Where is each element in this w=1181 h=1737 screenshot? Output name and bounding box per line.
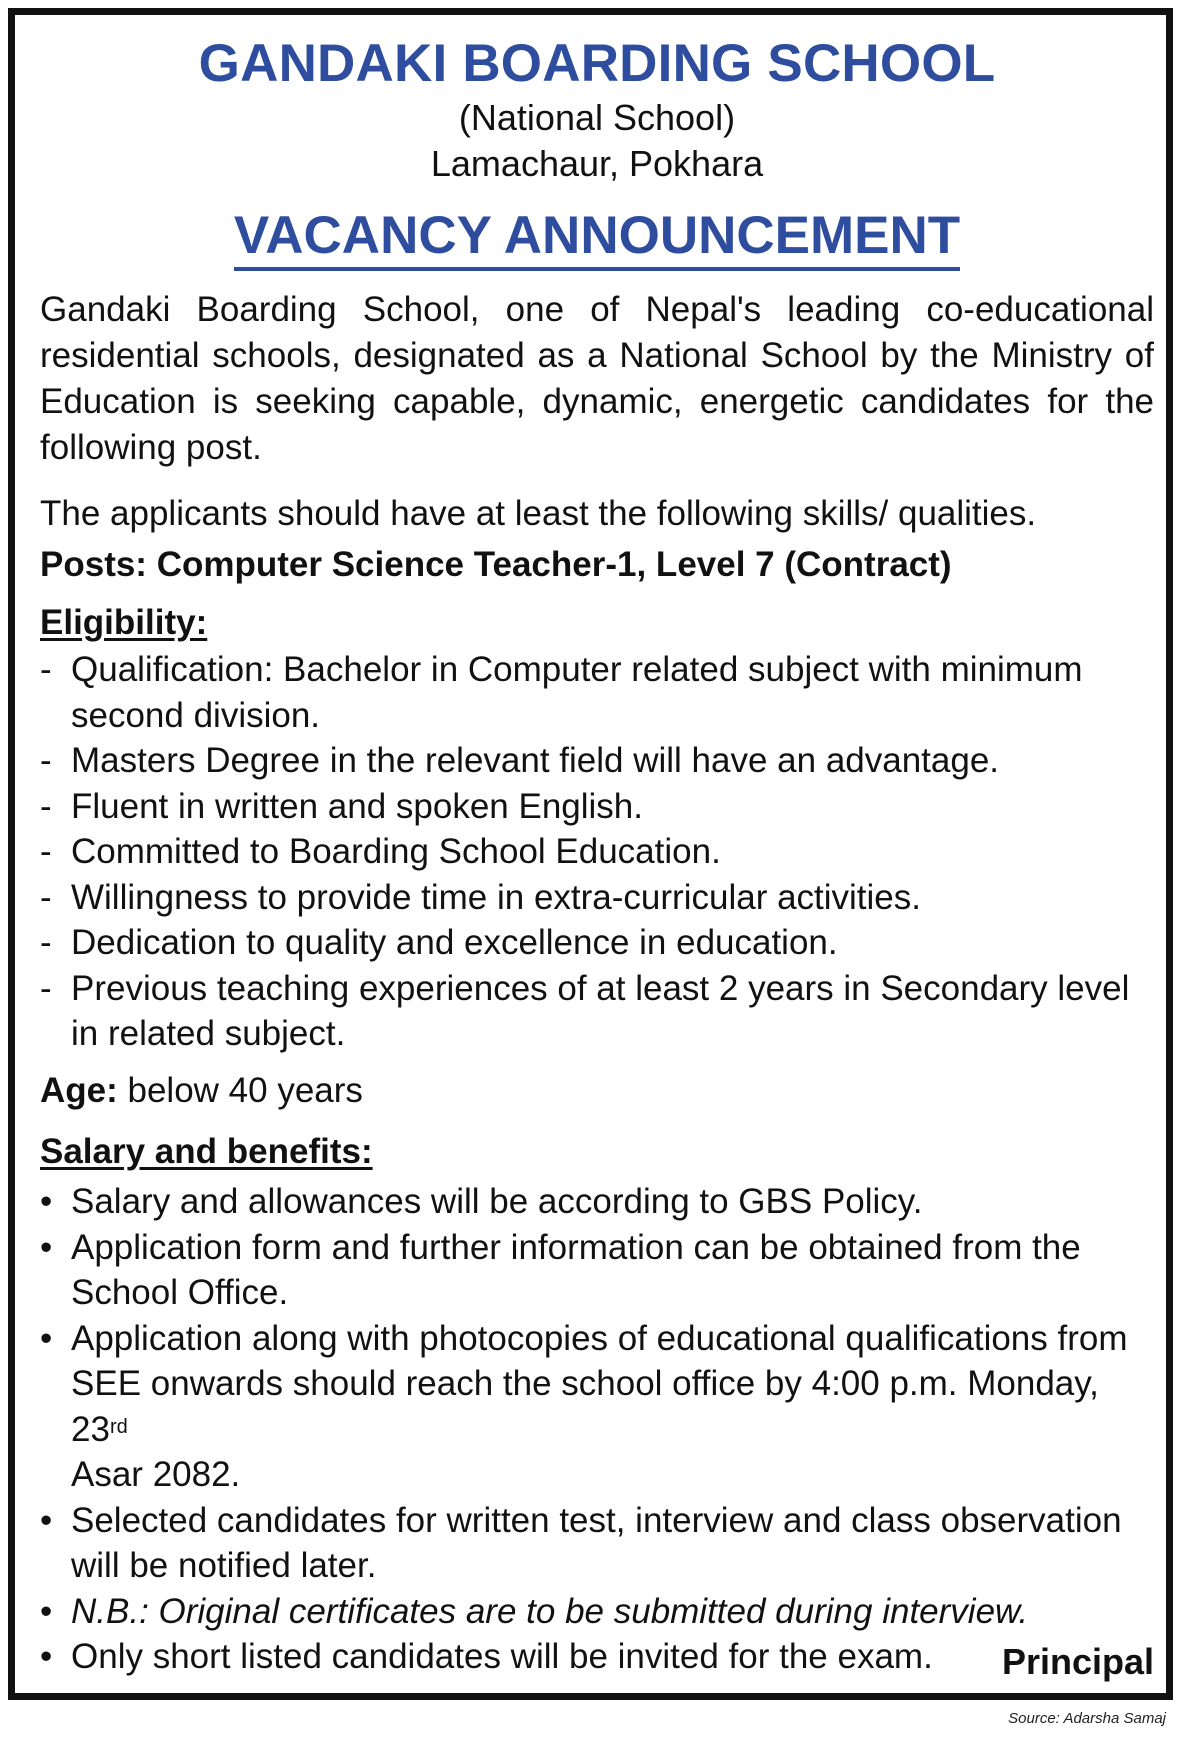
list-item [40, 784, 1154, 830]
notice-content [40, 15, 1154, 1693]
bullet-marker: • [40, 1227, 53, 1267]
eligibility-item: Qualification: Bachelor in Computer related subject with minimum second division. [71, 650, 1083, 735]
dash-marker: - [40, 741, 52, 780]
source-credit: Source: Adarsha Samaj [1008, 1710, 1166, 1727]
school-location: Lamachaur, Pokhara [430, 143, 764, 184]
posts-line: Posts: Computer Science Teacher-1, Level 7 (Contract) [40, 545, 952, 584]
eligibility-list [40, 647, 1154, 1057]
age-line [40, 1071, 363, 1111]
deadline-text: Application along with photocopies of educational qualifications from SEE onwards should reach the school office by 4:00 p.m. Monday, 23 [71, 1318, 1128, 1449]
school-subtitle: (National School) [458, 97, 736, 138]
bullet-marker: • [40, 1182, 53, 1221]
notice-title [40, 205, 1154, 266]
list-item [40, 920, 1154, 966]
list-item [40, 1179, 1154, 1225]
list-item [40, 1498, 1154, 1589]
eligibility-item: Previous teaching experiences of at least 2 years in Secondary level in related subject. [71, 968, 1130, 1053]
qualities-paragraph: The applicants should have at least the following skills/ qualities. [40, 494, 1037, 533]
salary-item: Application form and further information can be obtained from the School Office. [71, 1227, 1081, 1312]
dash-marker: - [40, 968, 52, 1008]
list-item [40, 738, 1154, 784]
dash-marker: - [40, 650, 52, 689]
bullet-marker: • [40, 1637, 53, 1676]
dash-marker: - [40, 877, 52, 917]
dash-marker: - [40, 786, 52, 826]
list-item [40, 1225, 1154, 1316]
list-item [40, 1589, 1154, 1635]
list-item [40, 875, 1154, 921]
nb-note: N.B.: Original certificates are to be submitted during interview. [71, 1591, 1029, 1631]
notice-frame [8, 8, 1173, 1700]
salary-item: Salary and allowances will be according to GBS Policy. [71, 1182, 923, 1221]
shortlist-note: Only short listed candidates will be invited for the exam. [71, 1637, 933, 1676]
salary-list [40, 1179, 1154, 1680]
eligibility-item: Willingness to provide time in extra-curricular activities. [71, 877, 921, 917]
eligibility-heading: Eligibility: [40, 603, 208, 642]
signature-principal: Principal [1001, 1641, 1154, 1682]
ordinal-suffix: rd [109, 1415, 128, 1438]
bullet-marker: • [40, 1500, 53, 1540]
selection-note: Selected candidates for written test, interview and class observation will be notified later. [71, 1500, 1122, 1585]
deadline-date: Asar 2082. [71, 1455, 241, 1494]
list-item [40, 1316, 1154, 1498]
age-label: Age: [40, 1071, 118, 1110]
list-item [40, 829, 1154, 875]
list-item [40, 1634, 1154, 1680]
list-item [40, 647, 1154, 738]
notice-title-text: VACANCY ANNOUNCEMENT [234, 206, 960, 271]
dash-marker: - [40, 832, 52, 871]
eligibility-item: Dedication to quality and excellence in education. [71, 923, 838, 962]
dash-marker: - [40, 923, 52, 962]
school-name: GANDAKI BOARDING SCHOOL [198, 34, 996, 93]
salary-heading: Salary and benefits: [40, 1132, 373, 1171]
intro-paragraph: Gandaki Boarding School, one of Nepal's leading co-educational residential schools, designated as a National School by the Ministry of Education is seeking capable, dynamic, energetic candidates for the following post. [40, 290, 1154, 467]
bullet-marker: • [40, 1318, 53, 1358]
list-item [40, 966, 1154, 1057]
eligibility-item: Fluent in written and spoken English. [71, 786, 643, 826]
bullet-marker: • [40, 1591, 53, 1631]
eligibility-item: Committed to Boarding School Education. [71, 832, 721, 871]
eligibility-item: Masters Degree in the relevant field will have an advantage. [71, 741, 1000, 780]
age-value: below 40 years [117, 1071, 363, 1110]
